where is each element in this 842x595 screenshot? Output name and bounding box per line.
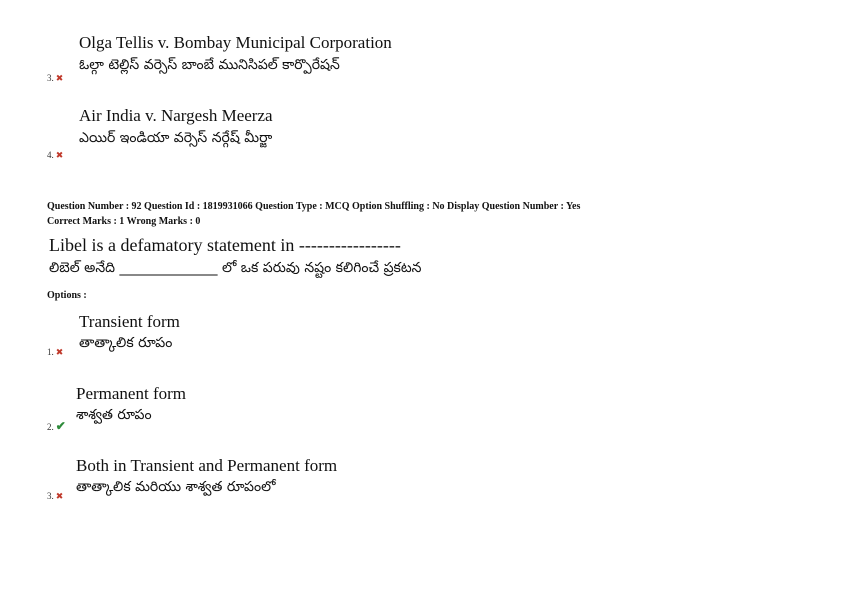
correct-check-icon: ✔	[55, 419, 66, 433]
option-english: Olga Tellis v. Bombay Municipal Corporation	[79, 33, 392, 52]
option-number-text: 4.	[47, 150, 54, 160]
option-number	[47, 73, 63, 84]
option-english: Air India v. Nargesh Meerza	[79, 106, 273, 125]
question-text-english: Libel is a defamatory statement in -----------------	[49, 235, 401, 255]
option-english: Transient form	[79, 312, 180, 331]
option-english: Permanent form	[76, 384, 186, 403]
wrong-mark-icon: ✖	[55, 73, 64, 83]
question-meta-line-1: Question Number : 92 Question Id : 1819931066 Question Type : MCQ Option Shuffling : No Display Question Number : Yes	[47, 201, 581, 212]
wrong-mark-icon: ✖	[55, 150, 64, 160]
option-english: Both in Transient and Permanent form	[76, 456, 338, 475]
option-telugu: తాత్కాలిక మరియు శాశ్వత రూపంలో	[76, 479, 276, 495]
wrong-mark-icon: ✖	[55, 347, 64, 357]
question-text-telugu: లిబెల్ అనేది ______________ లో ఒక పరువు నష్టం కలిగించే ప్రకటన	[49, 260, 422, 276]
option-number	[47, 491, 63, 502]
options-label: Options :	[47, 290, 87, 301]
wrong-mark-icon: ✖	[55, 491, 64, 501]
option-number	[47, 150, 63, 161]
option-telugu: ఓల్గా టెల్లిస్ వర్సెస్ బాంబే మునిసిపల్ కార్పొరేషన్	[79, 57, 340, 73]
option-telugu: శాశ్వత రూపం	[76, 407, 152, 423]
option-number-text: 3.	[47, 491, 54, 501]
option-number-text: 3.	[47, 73, 54, 83]
option-telugu: తాత్కాలిక రూపం	[79, 335, 173, 351]
option-number-text: 1.	[47, 347, 54, 357]
question-meta-line-2: Correct Marks : 1 Wrong Marks : 0	[47, 216, 201, 227]
option-number	[47, 419, 66, 434]
option-telugu: ఎయిర్ ఇండియా వర్సెస్ నర్గేష్ మీర్జా	[79, 130, 273, 146]
option-number-text: 2.	[47, 422, 54, 432]
option-number	[47, 347, 63, 358]
